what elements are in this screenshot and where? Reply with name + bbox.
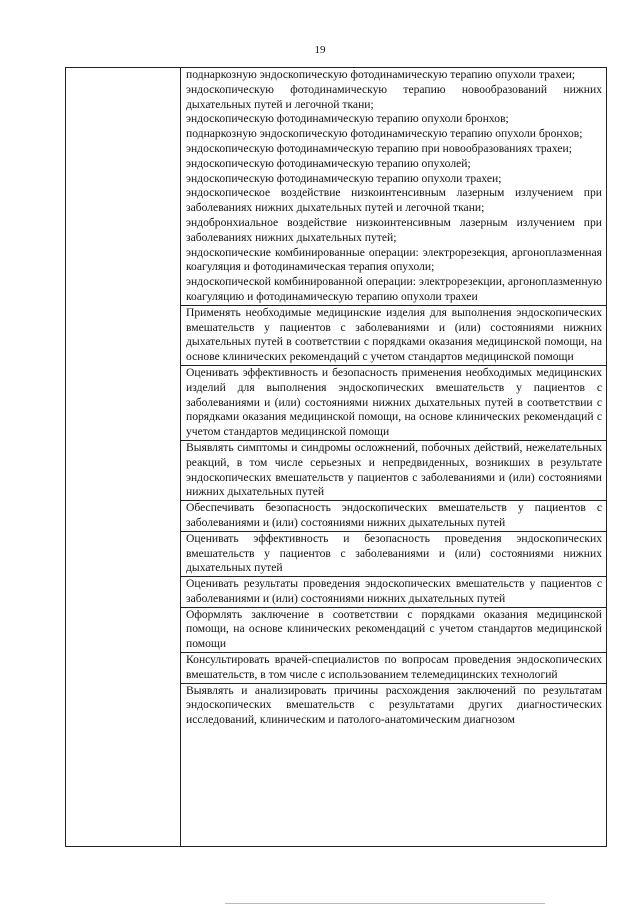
skills-column [181,68,606,728]
list-item: эндоскопические комбинированные операции: электрорезекция, аргоноплазменная коагуляция и фотодинамическая терапия опухоли; [186,245,602,274]
table-row: Выявлять и анализировать причины расхождения заключений по результатам эндоскопических вмешательств с результатами других диагностических исследований, клиническим и патолого-анатомическим диагнозом [186,683,602,727]
list-item: эндоскопическую фотодинамическую терапию новообразований нижних дыхательных путей и легочной ткани; [186,82,602,111]
list-item: поднаркозную эндоскопическую фотодинамическую терапию опухоли трахеи; [186,68,576,81]
requirements-table [65,67,607,847]
procedures-list-cell [181,68,606,306]
list-item: эндоскопическое воздействие низкоинтенсивным лазерным излучением при заболеваниях нижних дыхательных путей и легочной ткани; [186,186,602,215]
list-item: эндоскопической комбинированной операции: электрорезекции, аргоноплазменную коагуляцию и фотодинамическую терапию опухоли трахеи [186,275,602,303]
table-row: Консультировать врачей-специалистов по вопросам проведения эндоскопических вмешательств, в том числе с использованием телемедицинских технологий [181,653,606,684]
list-item: эндоскопическую фотодинамическую терапию опухоли бронхов; [186,112,509,126]
scan-edge-line [225,903,545,904]
empty-label-column [66,68,181,846]
list-item: эндоскопическую фотодинамическую терапию опухолей; [186,156,471,170]
list-item: эндоскопическую фотодинамическую терапию опухоли трахеи; [186,171,502,185]
list-item: поднаркозную эндоскопическую фотодинамическую терапию опухоли бронхов; [186,127,583,141]
table-row: Оценивать эффективность и безопасность проведения эндоскопических вмешательств у пациентов с заболеваниями и (или) состояниями нижних дыхательных путей [181,532,606,577]
table-row: Оформлять заключение в соответствии с порядками оказания медицинской помощи, на основе клинических рекомендаций с учетом стандартов медицинской помощи [181,608,606,653]
list-item: эндоскопическую фотодинамическую терапию при новообразованиях трахеи; [186,141,572,155]
table-row: Оценивать эффективность и безопасность применения необходимых медицинских изделий для выполнения эндоскопических вмешательств у пациентов с заболеваниями и (или) состояниями нижних дыхательных путей в соответствии с порядками оказания медицинской помощи, на основе клинических рекомендаций с учетом стандартов медицинской помощи [181,366,606,441]
table-row: Оценивать результаты проведения эндоскопических вмешательств у пациентов с заболеваниями и (или) состояниями нижних дыхательных путей [181,577,606,608]
table-row: Выявлять симптомы и синдромы осложнений, побочных действий, нежелательных реакций, в том числе серьезных и непредвиденных, возникших в результате эндоскопических вмешательств у пациентов с заболеваниями и (или) состояниями нижних дыхательных путей [181,441,606,501]
list-item: эндобронхиальное воздействие низкоинтенсивным лазерным излучением при заболеваниях нижних дыхательных путей; [186,215,602,244]
page-number: 19 [314,44,326,56]
table-row: Обеспечивать безопасность эндоскопических вмешательств у пациентов с заболеваниями и (или) состояниями нижних дыхательных путей [181,501,606,532]
table-row: Применять необходимые медицинские изделия для выполнения эндоскопических вмешательств у пациентов с заболеваниями и (или) состояниями нижних дыхательных путей в соответствии с порядками оказания медицинской помощи, на основе клинических рекомендаций с учетом стандартов медицинской помощи [181,306,606,366]
